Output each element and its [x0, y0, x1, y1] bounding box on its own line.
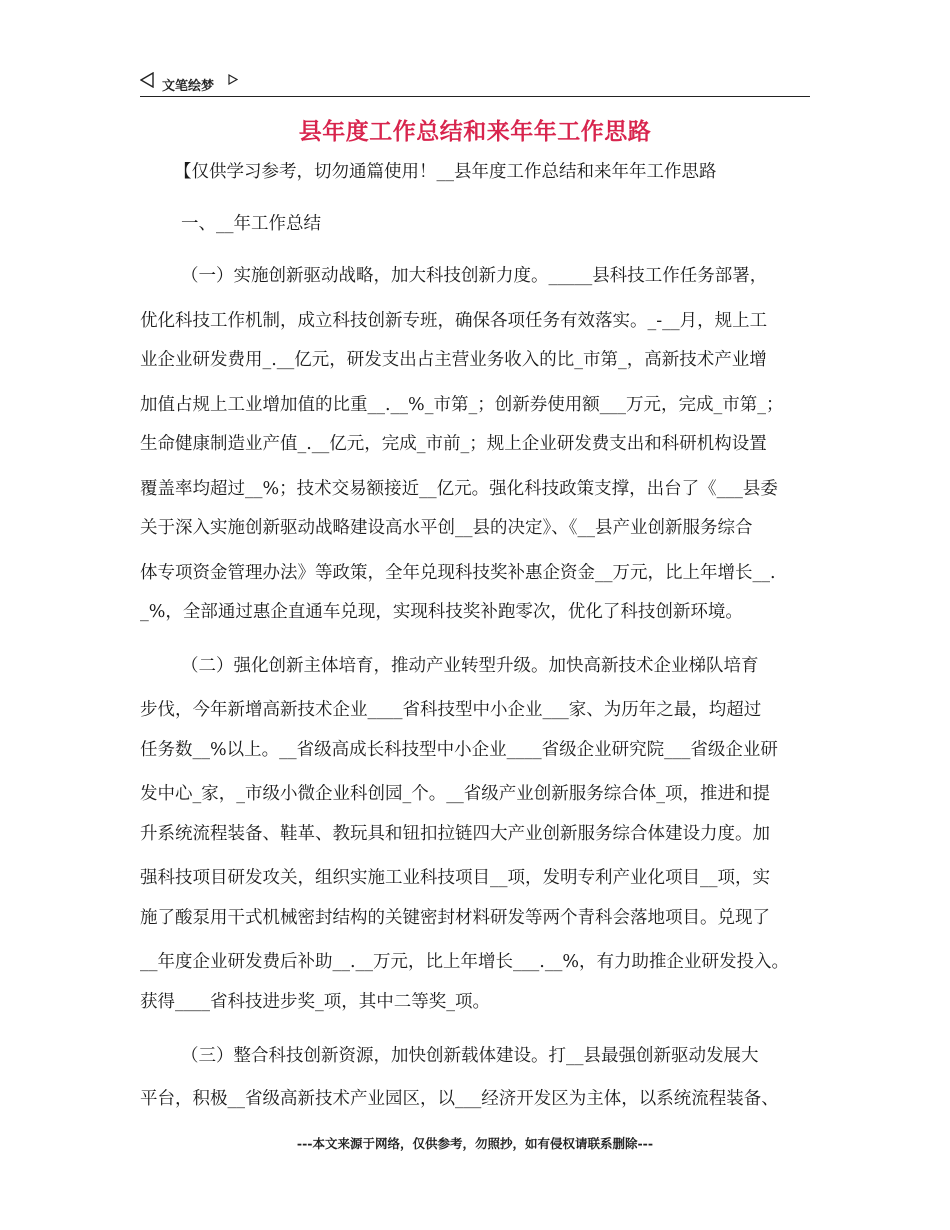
text-line: 关于深入实施创新驱动战略建设高水平创__县的决定》、《__县产业创新服务综合	[140, 518, 753, 538]
triangle-right-icon	[228, 74, 238, 85]
text-line: 生命健康制造业产值_.__亿元，完成_市前_；规上企业研发费支出和科研机构设置	[140, 434, 767, 454]
text-line: 升系统流程装备、鞋革、教玩具和钮扣拉链四大产业创新服务综合体建设力度。加	[140, 824, 770, 844]
text-line: 强科技项目研发攻关，组织实施工业科技项目__项，发明专利产业化项目__项，实	[140, 868, 770, 888]
section-heading: 一、__年工作总结	[181, 214, 321, 234]
text-line: 体专项资金管理办法》等政策，全年兑现科技奖补惠企资金__万元，比上年增长__.	[140, 563, 776, 583]
text-line: 加值占规上工业增加值的比重__.__%_市第_；创新券使用额___万元，完成_市第_；	[140, 395, 784, 415]
text-line: 发中心_家，_市级小微企业科创园_个。__省级产业创新服务综合体_项，推进和提	[140, 784, 770, 804]
text-line: （二）强化创新主体培育，推动产业转型升级。加快高新技术企业梯队培育	[181, 656, 759, 676]
text-line: （三）整合科技创新资源，加快创新载体建设。打__县最强创新驱动发展大	[181, 1046, 759, 1066]
text-line: 覆盖率均超过__%；技术交易额接近__亿元。强化科技政策支撑，出台了《___县委	[140, 479, 778, 499]
text-line: 施了酸泵用干式机械密封结构的关键密封材料研发等两个青科会落地项目。兑现了	[140, 908, 770, 928]
text-line: 平台，积极__省级高新技术产业园区，以___经济开发区为主体，以系统流程装备、	[140, 1089, 779, 1109]
brand-name: 文笔绘梦	[162, 79, 215, 94]
text-line: 任务数__%以上。__省级高成长科技型中小企业____省级企业研究院___省级企业研	[140, 740, 778, 760]
text-line: __年度企业研发费后补助__.__万元，比上年增长___.__%，有力助推企业研发投入。	[140, 952, 790, 972]
text-line: 优化科技工作机制，成立科技创新专班，确保各项任务有效落实。_-__月，规上工	[140, 311, 768, 331]
text-line: 业企业研发费用_.__亿元，研发支出占主营业务收入的比_市第_，高新技术产业增	[140, 350, 767, 370]
text-line: （一）实施创新驱动战略，加大科技创新力度。_____县科技工作任务部署，	[181, 266, 768, 286]
text-line: 获得____省科技进步奖_项，其中二等奖_项。	[140, 992, 490, 1012]
text-line: 步伐，今年新增高新技术企业____省科技型中小企业___家、为历年之最，均超过	[140, 700, 762, 720]
triangle-left-icon	[140, 72, 154, 88]
source-disclaimer: ---本文来源于网络，仅供参考，勿照抄，如有侵权请联系删除---	[296, 1136, 654, 1151]
document-title: 县年度工作总结和来年年工作思路	[298, 119, 652, 145]
text-line: _%，全部通过惠企直通车兑现，实现科技奖补跑零次，优化了科技创新环境。	[140, 602, 743, 622]
text-line: 【仅供学习参考，切勿通篇使用！__县年度工作总结和来年年工作思路	[174, 162, 717, 182]
page-header	[140, 70, 810, 97]
